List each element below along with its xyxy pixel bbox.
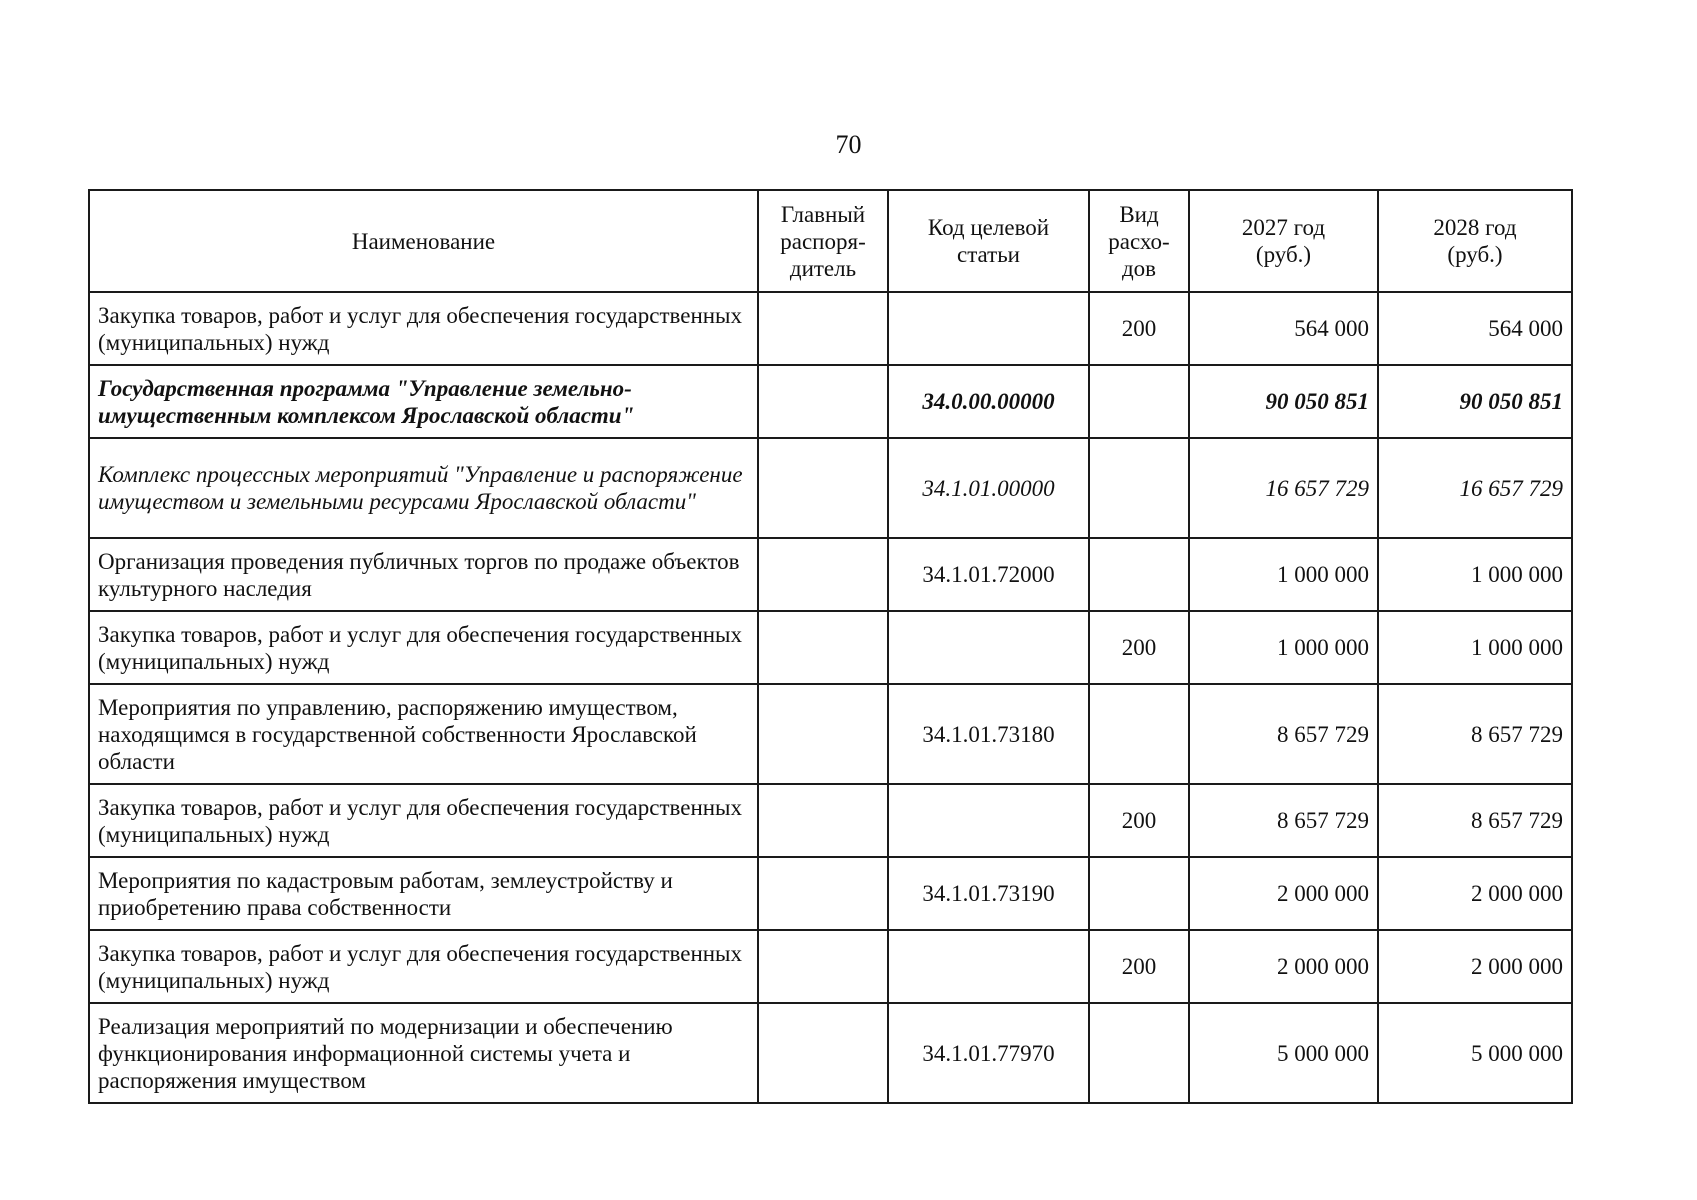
header-kind-line1: Вид bbox=[1119, 201, 1159, 227]
budget-table bbox=[88, 189, 1573, 1104]
cell-2027: 16 657 729 bbox=[1189, 438, 1378, 538]
header-2027-line2: (руб.) bbox=[1255, 242, 1312, 267]
cell-name: Государственная программа "Управление земельно-имущественным комплексом Ярославской области" bbox=[89, 365, 758, 438]
cell-kind: 200 bbox=[1089, 930, 1189, 1003]
table-row bbox=[89, 857, 1572, 930]
cell-kind: 200 bbox=[1089, 611, 1189, 684]
cell-kind: 200 bbox=[1089, 292, 1189, 365]
header-2027 bbox=[1189, 190, 1378, 292]
cell-code: 34.0.00.00000 bbox=[888, 365, 1089, 438]
cell-code: 34.1.01.77970 bbox=[888, 1003, 1089, 1103]
cell-manager bbox=[758, 292, 888, 365]
cell-manager bbox=[758, 538, 888, 611]
table-row-complex bbox=[89, 438, 1572, 538]
cell-name: Закупка товаров, работ и услуг для обеспечения государственных (муниципальных) нужд bbox=[89, 930, 758, 1003]
cell-manager bbox=[758, 365, 888, 438]
cell-2028: 2 000 000 bbox=[1378, 930, 1572, 1003]
cell-2028: 8 657 729 bbox=[1378, 684, 1572, 784]
header-2028-line2: (руб.) bbox=[1447, 242, 1503, 267]
cell-name: Закупка товаров, работ и услуг для обеспечения государственных (муниципальных) нужд bbox=[89, 292, 758, 365]
header-code-line2: статьи bbox=[956, 242, 1020, 267]
header-manager-line2: распоря- bbox=[780, 228, 866, 254]
cell-kind bbox=[1089, 684, 1189, 784]
cell-manager bbox=[758, 857, 888, 930]
cell-code bbox=[888, 784, 1089, 857]
cell-code: 34.1.01.72000 bbox=[888, 538, 1089, 611]
header-code bbox=[888, 190, 1089, 292]
cell-2027: 8 657 729 bbox=[1189, 684, 1378, 784]
cell-manager bbox=[758, 784, 888, 857]
header-kind-line2: расхо- bbox=[1108, 228, 1170, 254]
cell-2028: 16 657 729 bbox=[1378, 438, 1572, 538]
header-manager bbox=[758, 190, 888, 292]
header-2028 bbox=[1378, 190, 1572, 292]
table-row bbox=[89, 538, 1572, 611]
cell-2027: 5 000 000 bbox=[1189, 1003, 1378, 1103]
cell-kind bbox=[1089, 1003, 1189, 1103]
cell-manager bbox=[758, 684, 888, 784]
header-2027-line1: 2027 год bbox=[1241, 215, 1326, 240]
cell-manager bbox=[758, 438, 888, 538]
cell-2028: 564 000 bbox=[1378, 292, 1572, 365]
cell-name: Закупка товаров, работ и услуг для обеспечения государственных (муниципальных) нужд bbox=[89, 611, 758, 684]
cell-2027: 1 000 000 bbox=[1189, 611, 1378, 684]
page-number: 70 bbox=[835, 130, 862, 159]
cell-kind: 200 bbox=[1089, 784, 1189, 857]
cell-manager bbox=[758, 930, 888, 1003]
table-row bbox=[89, 611, 1572, 684]
cell-name: Закупка товаров, работ и услуг для обеспечения государственных (муниципальных) нужд bbox=[89, 784, 758, 857]
cell-code bbox=[888, 930, 1089, 1003]
cell-2027: 1 000 000 bbox=[1189, 538, 1378, 611]
header-kind bbox=[1089, 190, 1189, 292]
cell-2027: 2 000 000 bbox=[1189, 857, 1378, 930]
cell-code: 34.1.01.00000 bbox=[888, 438, 1089, 538]
cell-name: Реализация мероприятий по модернизации и обеспечению функционирования информационной системы учета и распоряжения имуществом bbox=[89, 1003, 758, 1103]
cell-code bbox=[888, 292, 1089, 365]
cell-2027: 2 000 000 bbox=[1189, 930, 1378, 1003]
cell-kind bbox=[1089, 438, 1189, 538]
cell-manager bbox=[758, 611, 888, 684]
table-row bbox=[89, 292, 1572, 365]
table-row bbox=[89, 930, 1572, 1003]
header-code-line1: Код целевой bbox=[927, 215, 1050, 240]
header-kind-line3: дов bbox=[1121, 255, 1157, 281]
table-header-row bbox=[89, 190, 1572, 292]
cell-code: 34.1.01.73180 bbox=[888, 684, 1089, 784]
table-row bbox=[89, 784, 1572, 857]
header-name: Наименование bbox=[89, 190, 758, 292]
cell-2027: 564 000 bbox=[1189, 292, 1378, 365]
table-row-program bbox=[89, 365, 1572, 438]
cell-kind bbox=[1089, 365, 1189, 438]
header-manager-line3: дитель bbox=[789, 255, 857, 281]
cell-name: Мероприятия по кадастровым работам, землеустройству и приобретению права собственности bbox=[89, 857, 758, 930]
cell-2027: 90 050 851 bbox=[1189, 365, 1378, 438]
cell-code: 34.1.01.73190 bbox=[888, 857, 1089, 930]
cell-2027: 8 657 729 bbox=[1189, 784, 1378, 857]
cell-2028: 90 050 851 bbox=[1378, 365, 1572, 438]
cell-2028: 2 000 000 bbox=[1378, 857, 1572, 930]
cell-name: Организация проведения публичных торгов по продаже объектов культурного наследия bbox=[89, 538, 758, 611]
cell-2028: 5 000 000 bbox=[1378, 1003, 1572, 1103]
table-row bbox=[89, 684, 1572, 784]
table-row bbox=[89, 1003, 1572, 1103]
cell-kind bbox=[1089, 538, 1189, 611]
cell-2028: 8 657 729 bbox=[1378, 784, 1572, 857]
cell-code bbox=[888, 611, 1089, 684]
cell-name: Мероприятия по управлению, распоряжению имуществом, находящимся в государственной собственности Ярославской области bbox=[89, 684, 758, 784]
cell-2028: 1 000 000 bbox=[1378, 611, 1572, 684]
header-manager-line1: Главный bbox=[780, 201, 866, 227]
cell-kind bbox=[1089, 857, 1189, 930]
header-2028-line1: 2028 год bbox=[1433, 215, 1517, 240]
cell-name: Комплекс процессных мероприятий "Управление и распоряжение имуществом и земельными ресурсами Ярославской области" bbox=[89, 438, 758, 538]
cell-2028: 1 000 000 bbox=[1378, 538, 1572, 611]
cell-manager bbox=[758, 1003, 888, 1103]
